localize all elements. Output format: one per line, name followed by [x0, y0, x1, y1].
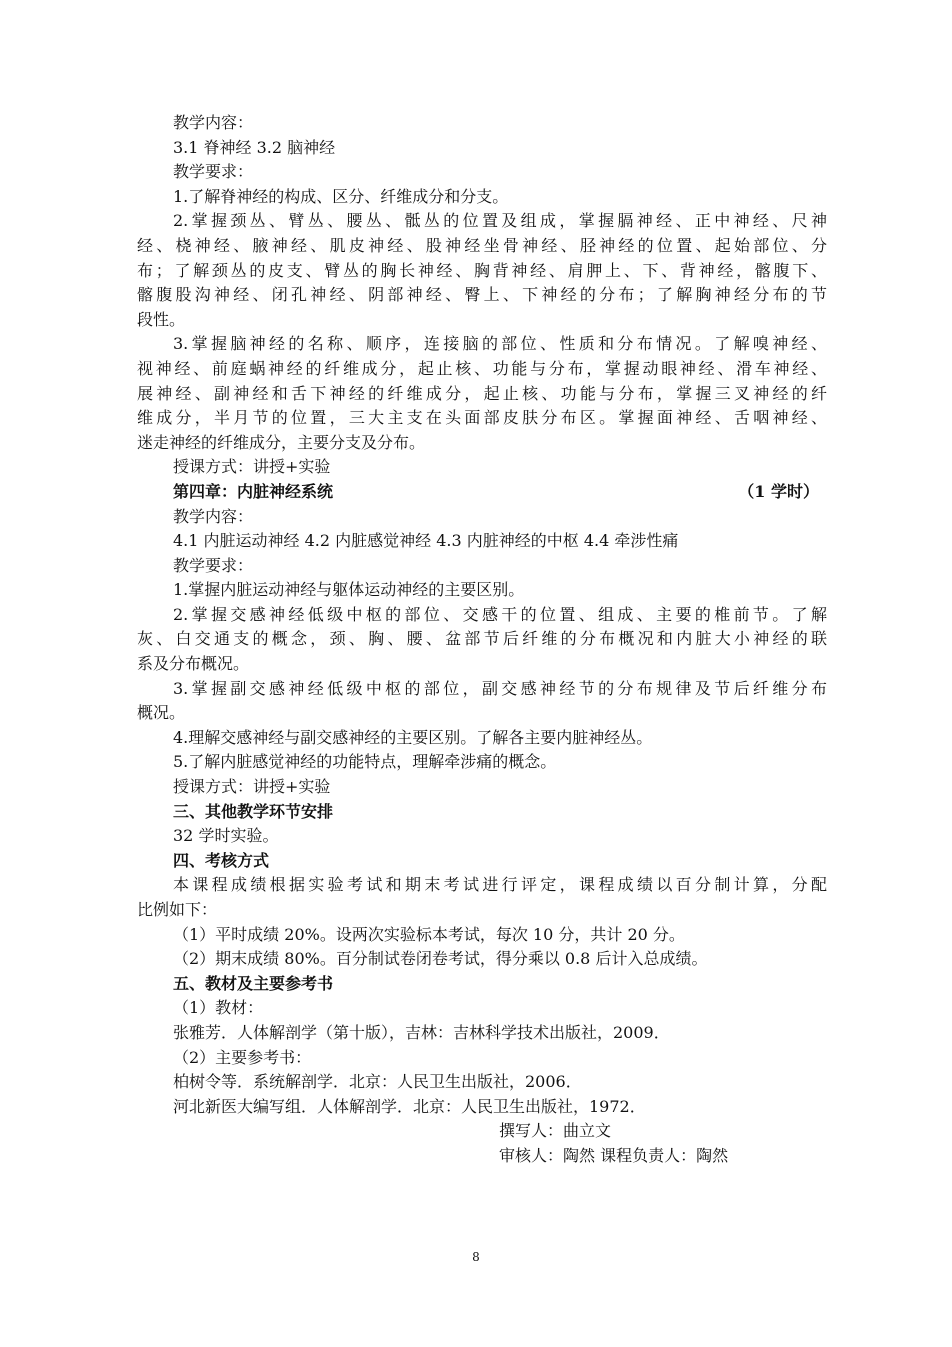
paragraph-line: 4.理解交感神经与副交感神经的主要区别。了解各主要内脏神经丛。	[173, 727, 653, 747]
page-number: 8	[472, 1250, 480, 1264]
paragraph-line: 32 学时实验。	[173, 826, 279, 846]
paragraph-line: 授课方式：讲授+实验	[173, 777, 331, 797]
paragraph-line: 1.掌握内脏运动神经与躯体运动神经的主要区别。	[173, 580, 525, 600]
paragraph-line: 教学内容：	[173, 506, 254, 526]
author-signature: 撰写人：曲立文	[499, 1121, 612, 1141]
paragraph-line: 3.掌握副交感神经低级中枢的部位，副交感神经节的分布规律及节后纤维分布	[173, 678, 827, 698]
paragraph-line: 3.1 脊神经 3.2 脑神经	[173, 137, 336, 157]
paragraph-line: 教学内容：	[173, 113, 254, 132]
section-heading: 三、其他教学环节安排	[173, 801, 334, 821]
paragraph-line: 本课程成绩根据实验考试和期末考试进行评定，课程成绩以百分制计算，分配	[173, 875, 827, 895]
paragraph-line: （2）期末成绩 80%。百分制试卷闭卷考试，得分乘以 0.8 后计入总成绩。	[173, 949, 708, 969]
paragraph-line: 比例如下：	[137, 900, 218, 919]
paragraph-line: 视神经、前庭蜗神经的纤维成分，起止核、功能与分布，掌握动眼神经、滑车神经、	[137, 358, 827, 378]
paragraph-line: 2.掌握交感神经低级中枢的部位、交感干的位置、组成、主要的椎前节。了解	[173, 604, 827, 624]
section-heading: 五、教材及主要参考书	[173, 973, 334, 993]
reference-line: 张雅芳．人体解剖学（第十版），吉林：吉林科学技术出版社，2009．	[173, 1022, 670, 1042]
paragraph-line: 5.了解内脏感觉神经的功能特点，理解牵涉痛的概念。	[173, 752, 557, 772]
page-body	[137, 111, 827, 1169]
paragraph-line: 展神经、副神经和舌下神经的纤维成分，起止核、功能与分布，掌握三叉神经的纤	[137, 383, 827, 403]
paragraph-line: 系及分布概况。	[137, 654, 250, 674]
paragraph-line: 授课方式：讲授+实验	[173, 457, 331, 477]
paragraph-line: 4.1 内脏运动神经 4.2 内脏感觉神经 4.3 内脏神经的中枢 4.4 牵涉性痛	[173, 531, 679, 551]
chapter-title: 第四章：内脏神经系统	[173, 481, 334, 501]
chapter-hours: （1 学时）	[738, 481, 819, 501]
paragraph-line: 灰、白交通支的概念，颈、胸、腰、盆部节后纤维的分布概况和内脏大小神经的联	[137, 629, 827, 649]
reference-line: 河北新医大编写组．人体解剖学．北京：人民卫生出版社，1972．	[173, 1096, 646, 1116]
paragraph-line: 教学要求：	[173, 555, 254, 575]
paragraph-line: 1.了解脊神经的构成、区分、纤维成分和分支。	[173, 186, 509, 206]
paragraph-line: 髂腹股沟神经、闭孔神经、阴部神经、臀上、下神经的分布；了解胸神经分布的节	[137, 285, 827, 305]
section-heading: 四、考核方式	[173, 850, 270, 870]
paragraph-line: 概况。	[137, 703, 186, 723]
paragraph-line: 教学要求：	[173, 162, 254, 182]
paragraph-line: （2）主要参考书：	[173, 1047, 312, 1067]
reviewer-signature: 审核人：陶然 课程负责人：陶然	[499, 1145, 729, 1165]
paragraph-line: 迷走神经的纤维成分，主要分支及分布。	[137, 432, 426, 452]
chapter-heading	[137, 480, 827, 505]
paragraph-line: 维成分，半月节的位置，三大主支在头面部皮肤分布区。掌握面神经、舌咽神经、	[137, 408, 827, 428]
paragraph-line: 布；了解颈丛的皮支、臂丛的胸长神经、胸背神经、肩胛上、下、背神经，髂腹下、	[137, 260, 827, 280]
paragraph-line: （1）教材：	[173, 998, 264, 1018]
paragraph-line: （1）平时成绩 20%。设两次实验标本考试，每次 10 分，共计 20 分。	[173, 924, 685, 944]
reference-line: 柏树令等．系统解剖学．北京：人民卫生出版社，2006．	[173, 1072, 582, 1092]
paragraph-line: 3.掌握脑神经的名称、顺序，连接脑的部位、性质和分布情况。了解嗅神经、	[173, 334, 827, 354]
paragraph-line: 段性。	[137, 309, 186, 329]
paragraph-line: 经、桡神经、腋神经、肌皮神经、股神经坐骨神经、胫神经的位置、起始部位、分	[137, 235, 827, 255]
paragraph-line: 2.掌握颈丛、臂丛、腰丛、骶丛的位置及组成，掌握膈神经、正中神经、尺神	[173, 211, 827, 231]
